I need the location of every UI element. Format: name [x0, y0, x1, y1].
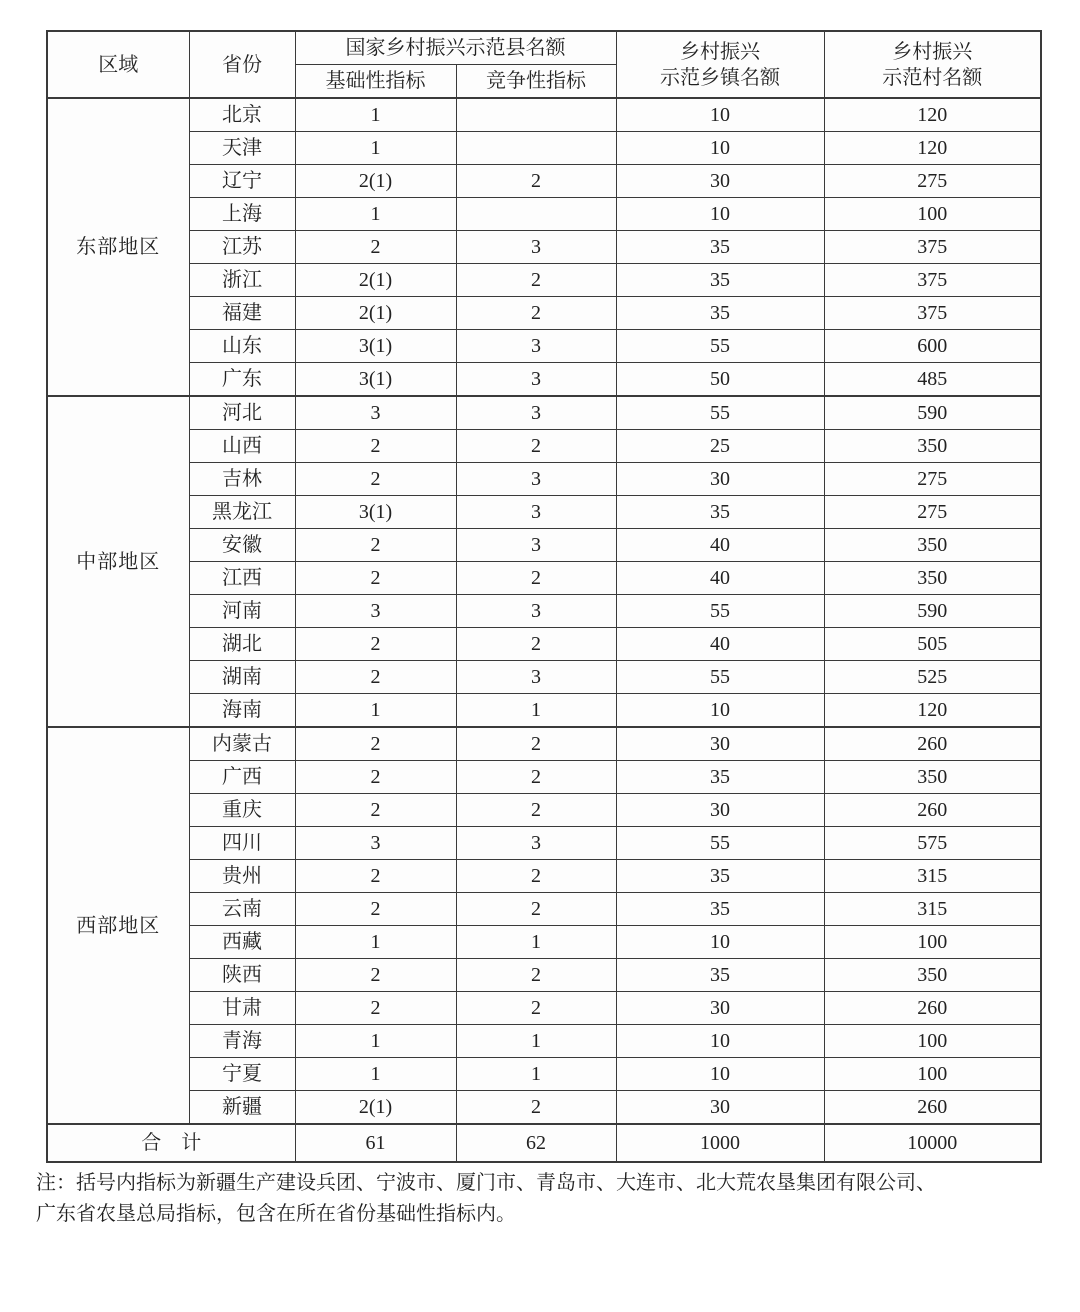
- province-cell: 辽宁: [189, 165, 295, 198]
- table-row: [47, 264, 1041, 297]
- competitive-cell: 3: [456, 827, 616, 860]
- province-cell: 吉林: [189, 463, 295, 496]
- village-cell: 275: [824, 463, 1041, 496]
- village-cell: 100: [824, 198, 1041, 231]
- total-row: [47, 1124, 1041, 1162]
- village-cell: 590: [824, 396, 1041, 430]
- village-cell: 100: [824, 926, 1041, 959]
- village-cell: 485: [824, 363, 1041, 397]
- township-cell: 10: [616, 98, 824, 132]
- table-row: [47, 595, 1041, 628]
- township-cell: 35: [616, 761, 824, 794]
- basic-cell: 2: [295, 761, 456, 794]
- competitive-cell: 2: [456, 992, 616, 1025]
- competitive-cell: 3: [456, 661, 616, 694]
- basic-cell: 3: [295, 827, 456, 860]
- basic-cell: 2: [295, 727, 456, 761]
- basic-cell: 2: [295, 893, 456, 926]
- footnote-line1: 注：括号内指标为新疆生产建设兵团、宁波市、厦门市、青岛市、大连市、北大荒农垦集团有限公司、: [36, 1172, 936, 1194]
- township-cell: 30: [616, 727, 824, 761]
- header-competitive: 竞争性指标: [456, 65, 616, 99]
- header-township-line1: 乡村振兴: [680, 40, 760, 63]
- competitive-cell: 1: [456, 694, 616, 728]
- basic-cell: 1: [295, 694, 456, 728]
- competitive-cell: 3: [456, 396, 616, 430]
- table-row: [47, 1091, 1041, 1125]
- township-cell: 25: [616, 430, 824, 463]
- table-row: [47, 1025, 1041, 1058]
- township-cell: 40: [616, 562, 824, 595]
- village-cell: 260: [824, 794, 1041, 827]
- competitive-cell: 2: [456, 893, 616, 926]
- basic-cell: 1: [295, 198, 456, 231]
- table-row: [47, 893, 1041, 926]
- province-cell: 贵州: [189, 860, 295, 893]
- township-cell: 35: [616, 959, 824, 992]
- province-cell: 湖南: [189, 661, 295, 694]
- province-cell: 天津: [189, 132, 295, 165]
- province-cell: 山西: [189, 430, 295, 463]
- village-cell: 260: [824, 1091, 1041, 1125]
- township-cell: 35: [616, 496, 824, 529]
- province-cell: 湖北: [189, 628, 295, 661]
- village-cell: 350: [824, 562, 1041, 595]
- table-row: [47, 827, 1041, 860]
- basic-cell: 2: [295, 992, 456, 1025]
- village-cell: 600: [824, 330, 1041, 363]
- table-row: [47, 430, 1041, 463]
- competitive-cell: 3: [456, 595, 616, 628]
- province-cell: 浙江: [189, 264, 295, 297]
- basic-cell: 2(1): [295, 297, 456, 330]
- village-cell: 350: [824, 761, 1041, 794]
- table-row: [47, 330, 1041, 363]
- village-cell: 275: [824, 165, 1041, 198]
- competitive-cell: 2: [456, 297, 616, 330]
- quota-table: [46, 30, 1042, 1163]
- township-cell: 30: [616, 165, 824, 198]
- table-header: [47, 31, 1041, 98]
- village-cell: 260: [824, 992, 1041, 1025]
- province-cell: 广东: [189, 363, 295, 397]
- table-row: [47, 761, 1041, 794]
- province-cell: 内蒙古: [189, 727, 295, 761]
- township-cell: 30: [616, 463, 824, 496]
- basic-cell: 2: [295, 661, 456, 694]
- competitive-cell: 2: [456, 264, 616, 297]
- competitive-cell: 3: [456, 529, 616, 562]
- province-cell: 山东: [189, 330, 295, 363]
- table-row: [47, 694, 1041, 728]
- basic-cell: 2: [295, 529, 456, 562]
- province-cell: 江苏: [189, 231, 295, 264]
- basic-cell: 2: [295, 860, 456, 893]
- total-township: 1000: [616, 1124, 824, 1162]
- township-cell: 30: [616, 992, 824, 1025]
- township-cell: 50: [616, 363, 824, 397]
- competitive-cell: 3: [456, 363, 616, 397]
- basic-cell: 3: [295, 396, 456, 430]
- province-cell: 安徽: [189, 529, 295, 562]
- table-row: [47, 959, 1041, 992]
- village-cell: 505: [824, 628, 1041, 661]
- header-basic: 基础性指标: [295, 65, 456, 99]
- province-cell: 黑龙江: [189, 496, 295, 529]
- competitive-cell: 1: [456, 1058, 616, 1091]
- village-cell: 120: [824, 694, 1041, 728]
- table-row: [47, 992, 1041, 1025]
- township-cell: 30: [616, 794, 824, 827]
- table-row: [47, 860, 1041, 893]
- township-cell: 35: [616, 297, 824, 330]
- competitive-cell: [456, 98, 616, 132]
- competitive-cell: 2: [456, 794, 616, 827]
- competitive-cell: 2: [456, 860, 616, 893]
- table-row: [47, 98, 1041, 132]
- basic-cell: 1: [295, 1058, 456, 1091]
- competitive-cell: [456, 198, 616, 231]
- table-row: [47, 496, 1041, 529]
- basic-cell: 2: [295, 562, 456, 595]
- basic-cell: 2(1): [295, 264, 456, 297]
- competitive-cell: 3: [456, 330, 616, 363]
- competitive-cell: 2: [456, 628, 616, 661]
- province-cell: 宁夏: [189, 1058, 295, 1091]
- village-cell: 375: [824, 264, 1041, 297]
- province-cell: 甘肃: [189, 992, 295, 1025]
- table-row: [47, 463, 1041, 496]
- basic-cell: 1: [295, 98, 456, 132]
- village-cell: 315: [824, 893, 1041, 926]
- competitive-cell: 2: [456, 562, 616, 595]
- township-cell: 10: [616, 694, 824, 728]
- village-cell: 315: [824, 860, 1041, 893]
- village-cell: 350: [824, 529, 1041, 562]
- province-cell: 上海: [189, 198, 295, 231]
- village-cell: 100: [824, 1058, 1041, 1091]
- province-cell: 四川: [189, 827, 295, 860]
- province-cell: 河北: [189, 396, 295, 430]
- basic-cell: 2: [295, 628, 456, 661]
- header-county-group: 国家乡村振兴示范县名额: [295, 31, 616, 65]
- competitive-cell: 1: [456, 1025, 616, 1058]
- table-row: [47, 231, 1041, 264]
- township-cell: 55: [616, 595, 824, 628]
- province-cell: 重庆: [189, 794, 295, 827]
- total-competitive: 62: [456, 1124, 616, 1162]
- province-cell: 青海: [189, 1025, 295, 1058]
- province-cell: 江西: [189, 562, 295, 595]
- competitive-cell: 2: [456, 430, 616, 463]
- header-township-line2: 示范乡镇名额: [660, 66, 780, 89]
- township-cell: 55: [616, 330, 824, 363]
- basic-cell: 2: [295, 430, 456, 463]
- province-cell: 新疆: [189, 1091, 295, 1125]
- table-row: [47, 661, 1041, 694]
- competitive-cell: 2: [456, 959, 616, 992]
- competitive-cell: 2: [456, 727, 616, 761]
- township-cell: 40: [616, 529, 824, 562]
- village-cell: 275: [824, 496, 1041, 529]
- province-cell: 广西: [189, 761, 295, 794]
- province-cell: 福建: [189, 297, 295, 330]
- province-cell: 北京: [189, 98, 295, 132]
- township-cell: 35: [616, 264, 824, 297]
- header-region: 区域: [47, 31, 189, 98]
- village-cell: 120: [824, 98, 1041, 132]
- table-body: [47, 98, 1041, 1124]
- region-label: 中部地区: [47, 396, 189, 727]
- table-footer: [47, 1124, 1041, 1162]
- province-cell: 陕西: [189, 959, 295, 992]
- village-cell: 120: [824, 132, 1041, 165]
- province-cell: 云南: [189, 893, 295, 926]
- basic-cell: 3(1): [295, 330, 456, 363]
- competitive-cell: 3: [456, 231, 616, 264]
- basic-cell: 2: [295, 959, 456, 992]
- basic-cell: 1: [295, 1025, 456, 1058]
- province-cell: 海南: [189, 694, 295, 728]
- township-cell: 35: [616, 231, 824, 264]
- township-cell: 10: [616, 1058, 824, 1091]
- township-cell: 10: [616, 1025, 824, 1058]
- basic-cell: 3: [295, 595, 456, 628]
- table-row: [47, 297, 1041, 330]
- village-cell: 260: [824, 727, 1041, 761]
- basic-cell: 3(1): [295, 496, 456, 529]
- competitive-cell: 2: [456, 1091, 616, 1125]
- village-cell: 350: [824, 430, 1041, 463]
- basic-cell: 1: [295, 926, 456, 959]
- township-cell: 10: [616, 926, 824, 959]
- table-row: [47, 198, 1041, 231]
- total-label: 合 计: [47, 1124, 295, 1162]
- village-cell: 525: [824, 661, 1041, 694]
- province-cell: 河南: [189, 595, 295, 628]
- village-cell: 350: [824, 959, 1041, 992]
- basic-cell: 2(1): [295, 1091, 456, 1125]
- competitive-cell: 3: [456, 496, 616, 529]
- village-cell: 100: [824, 1025, 1041, 1058]
- village-cell: 375: [824, 297, 1041, 330]
- village-cell: 375: [824, 231, 1041, 264]
- table-row: [47, 926, 1041, 959]
- township-cell: 55: [616, 827, 824, 860]
- footnote: [36, 1168, 1048, 1230]
- township-cell: 35: [616, 860, 824, 893]
- basic-cell: 2: [295, 231, 456, 264]
- header-village-line1: 乡村振兴: [892, 40, 973, 63]
- township-cell: 35: [616, 893, 824, 926]
- table-row: [47, 562, 1041, 595]
- competitive-cell: 3: [456, 463, 616, 496]
- township-cell: 55: [616, 661, 824, 694]
- table-row: [47, 165, 1041, 198]
- competitive-cell: 2: [456, 761, 616, 794]
- basic-cell: 2(1): [295, 165, 456, 198]
- table-row: [47, 363, 1041, 397]
- footnote-line2: 广东省农垦总局指标，包含在所在省份基础性指标内。: [36, 1203, 516, 1225]
- basic-cell: 1: [295, 132, 456, 165]
- table-row: [47, 529, 1041, 562]
- competitive-cell: 2: [456, 165, 616, 198]
- township-cell: 30: [616, 1091, 824, 1125]
- basic-cell: 2: [295, 794, 456, 827]
- township-cell: 40: [616, 628, 824, 661]
- table-row: [47, 132, 1041, 165]
- competitive-cell: 1: [456, 926, 616, 959]
- header-province: 省份: [189, 31, 295, 98]
- table-row: [47, 628, 1041, 661]
- table-row: [47, 1058, 1041, 1091]
- header-village: [824, 31, 1041, 98]
- province-cell: 西藏: [189, 926, 295, 959]
- table-row: [47, 396, 1041, 430]
- township-cell: 10: [616, 198, 824, 231]
- table-row: [47, 727, 1041, 761]
- table-row: [47, 794, 1041, 827]
- competitive-cell: [456, 132, 616, 165]
- total-basic: 61: [295, 1124, 456, 1162]
- village-cell: 575: [824, 827, 1041, 860]
- village-cell: 590: [824, 595, 1041, 628]
- township-cell: 10: [616, 132, 824, 165]
- region-label: 西部地区: [47, 727, 189, 1124]
- header-village-line2: 示范村名额: [882, 66, 983, 89]
- total-village: 10000: [824, 1124, 1041, 1162]
- basic-cell: 3(1): [295, 363, 456, 397]
- region-label: 东部地区: [47, 98, 189, 396]
- header-township: [616, 31, 824, 98]
- basic-cell: 2: [295, 463, 456, 496]
- township-cell: 55: [616, 396, 824, 430]
